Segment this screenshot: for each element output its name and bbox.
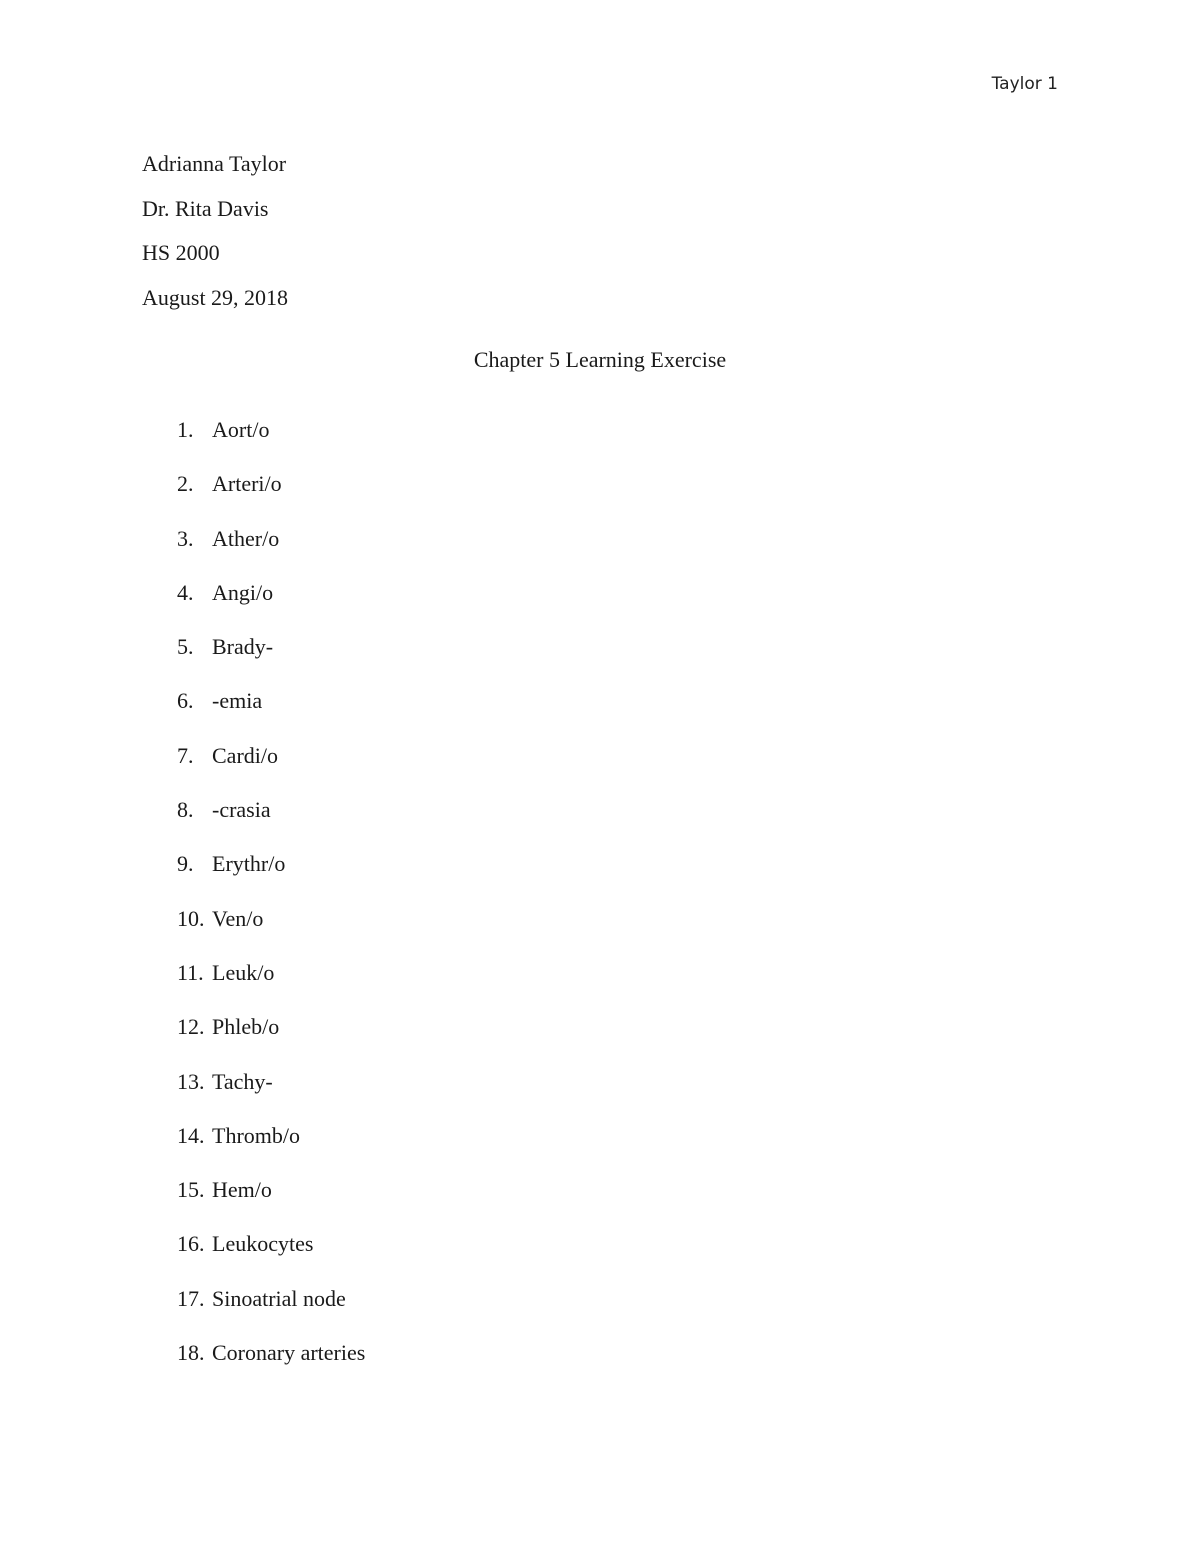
- list-item-number: 6.: [177, 688, 194, 714]
- list-item-number: 8.: [177, 797, 194, 823]
- list-item-text: Erythr/o: [212, 851, 286, 877]
- list-item-number: 7.: [177, 742, 194, 768]
- list-item-number: 14.: [177, 1122, 205, 1148]
- list-item-text: Coronary arteries: [212, 1340, 366, 1366]
- mla-heading: [142, 142, 288, 321]
- list-item-text: -emia: [212, 688, 263, 714]
- list-item-text: Leukocytes: [212, 1231, 314, 1257]
- list-item-text: Brady-: [212, 634, 274, 660]
- list-item-text: Thromb/o: [212, 1122, 300, 1148]
- list-item-text: Arteri/o: [212, 471, 282, 497]
- list-item-number: 9.: [177, 851, 194, 877]
- list-item-text: Phleb/o: [212, 1014, 280, 1040]
- list-item-text: Ather/o: [212, 525, 280, 551]
- list-item-number: 11.: [177, 959, 204, 985]
- list-item-number: 2.: [177, 471, 194, 497]
- list-item-number: 3.: [177, 525, 194, 551]
- list-item-number: 4.: [177, 579, 194, 605]
- assignment-date: August 29, 2018: [142, 285, 289, 311]
- list-item-number: 18.: [177, 1340, 205, 1366]
- running-header: Taylor 1: [991, 74, 1058, 94]
- list-item-number: 13.: [177, 1068, 205, 1094]
- list-item-text: Tachy-: [212, 1068, 273, 1094]
- list-item-number: 16.: [177, 1231, 205, 1257]
- list-item-text: Ven/o: [212, 905, 264, 931]
- list-item-text: -crasia: [212, 797, 271, 823]
- list-item-text: Sinoatrial node: [212, 1285, 346, 1311]
- list-item-text: Aort/o: [212, 417, 270, 442]
- list-item-number: 1.: [177, 417, 194, 442]
- list-item-text: Leuk/o: [212, 959, 275, 985]
- document-title: Chapter 5 Learning Exercise: [473, 347, 727, 372]
- list-item-text: Cardi/o: [212, 742, 278, 768]
- list-item-number: 17.: [177, 1285, 205, 1311]
- list-item-number: 10.: [177, 905, 205, 931]
- list-item-number: 12.: [177, 1014, 205, 1040]
- list-item-number: 15.: [177, 1177, 205, 1203]
- list-item-number: 5.: [177, 634, 194, 660]
- course-code: HS 2000: [142, 240, 220, 266]
- instructor-name: Dr. Rita Davis: [142, 195, 269, 221]
- list-item-text: Angi/o: [212, 579, 274, 605]
- list-item-text: Hem/o: [212, 1177, 272, 1203]
- student-name: Adrianna Taylor: [142, 151, 287, 176]
